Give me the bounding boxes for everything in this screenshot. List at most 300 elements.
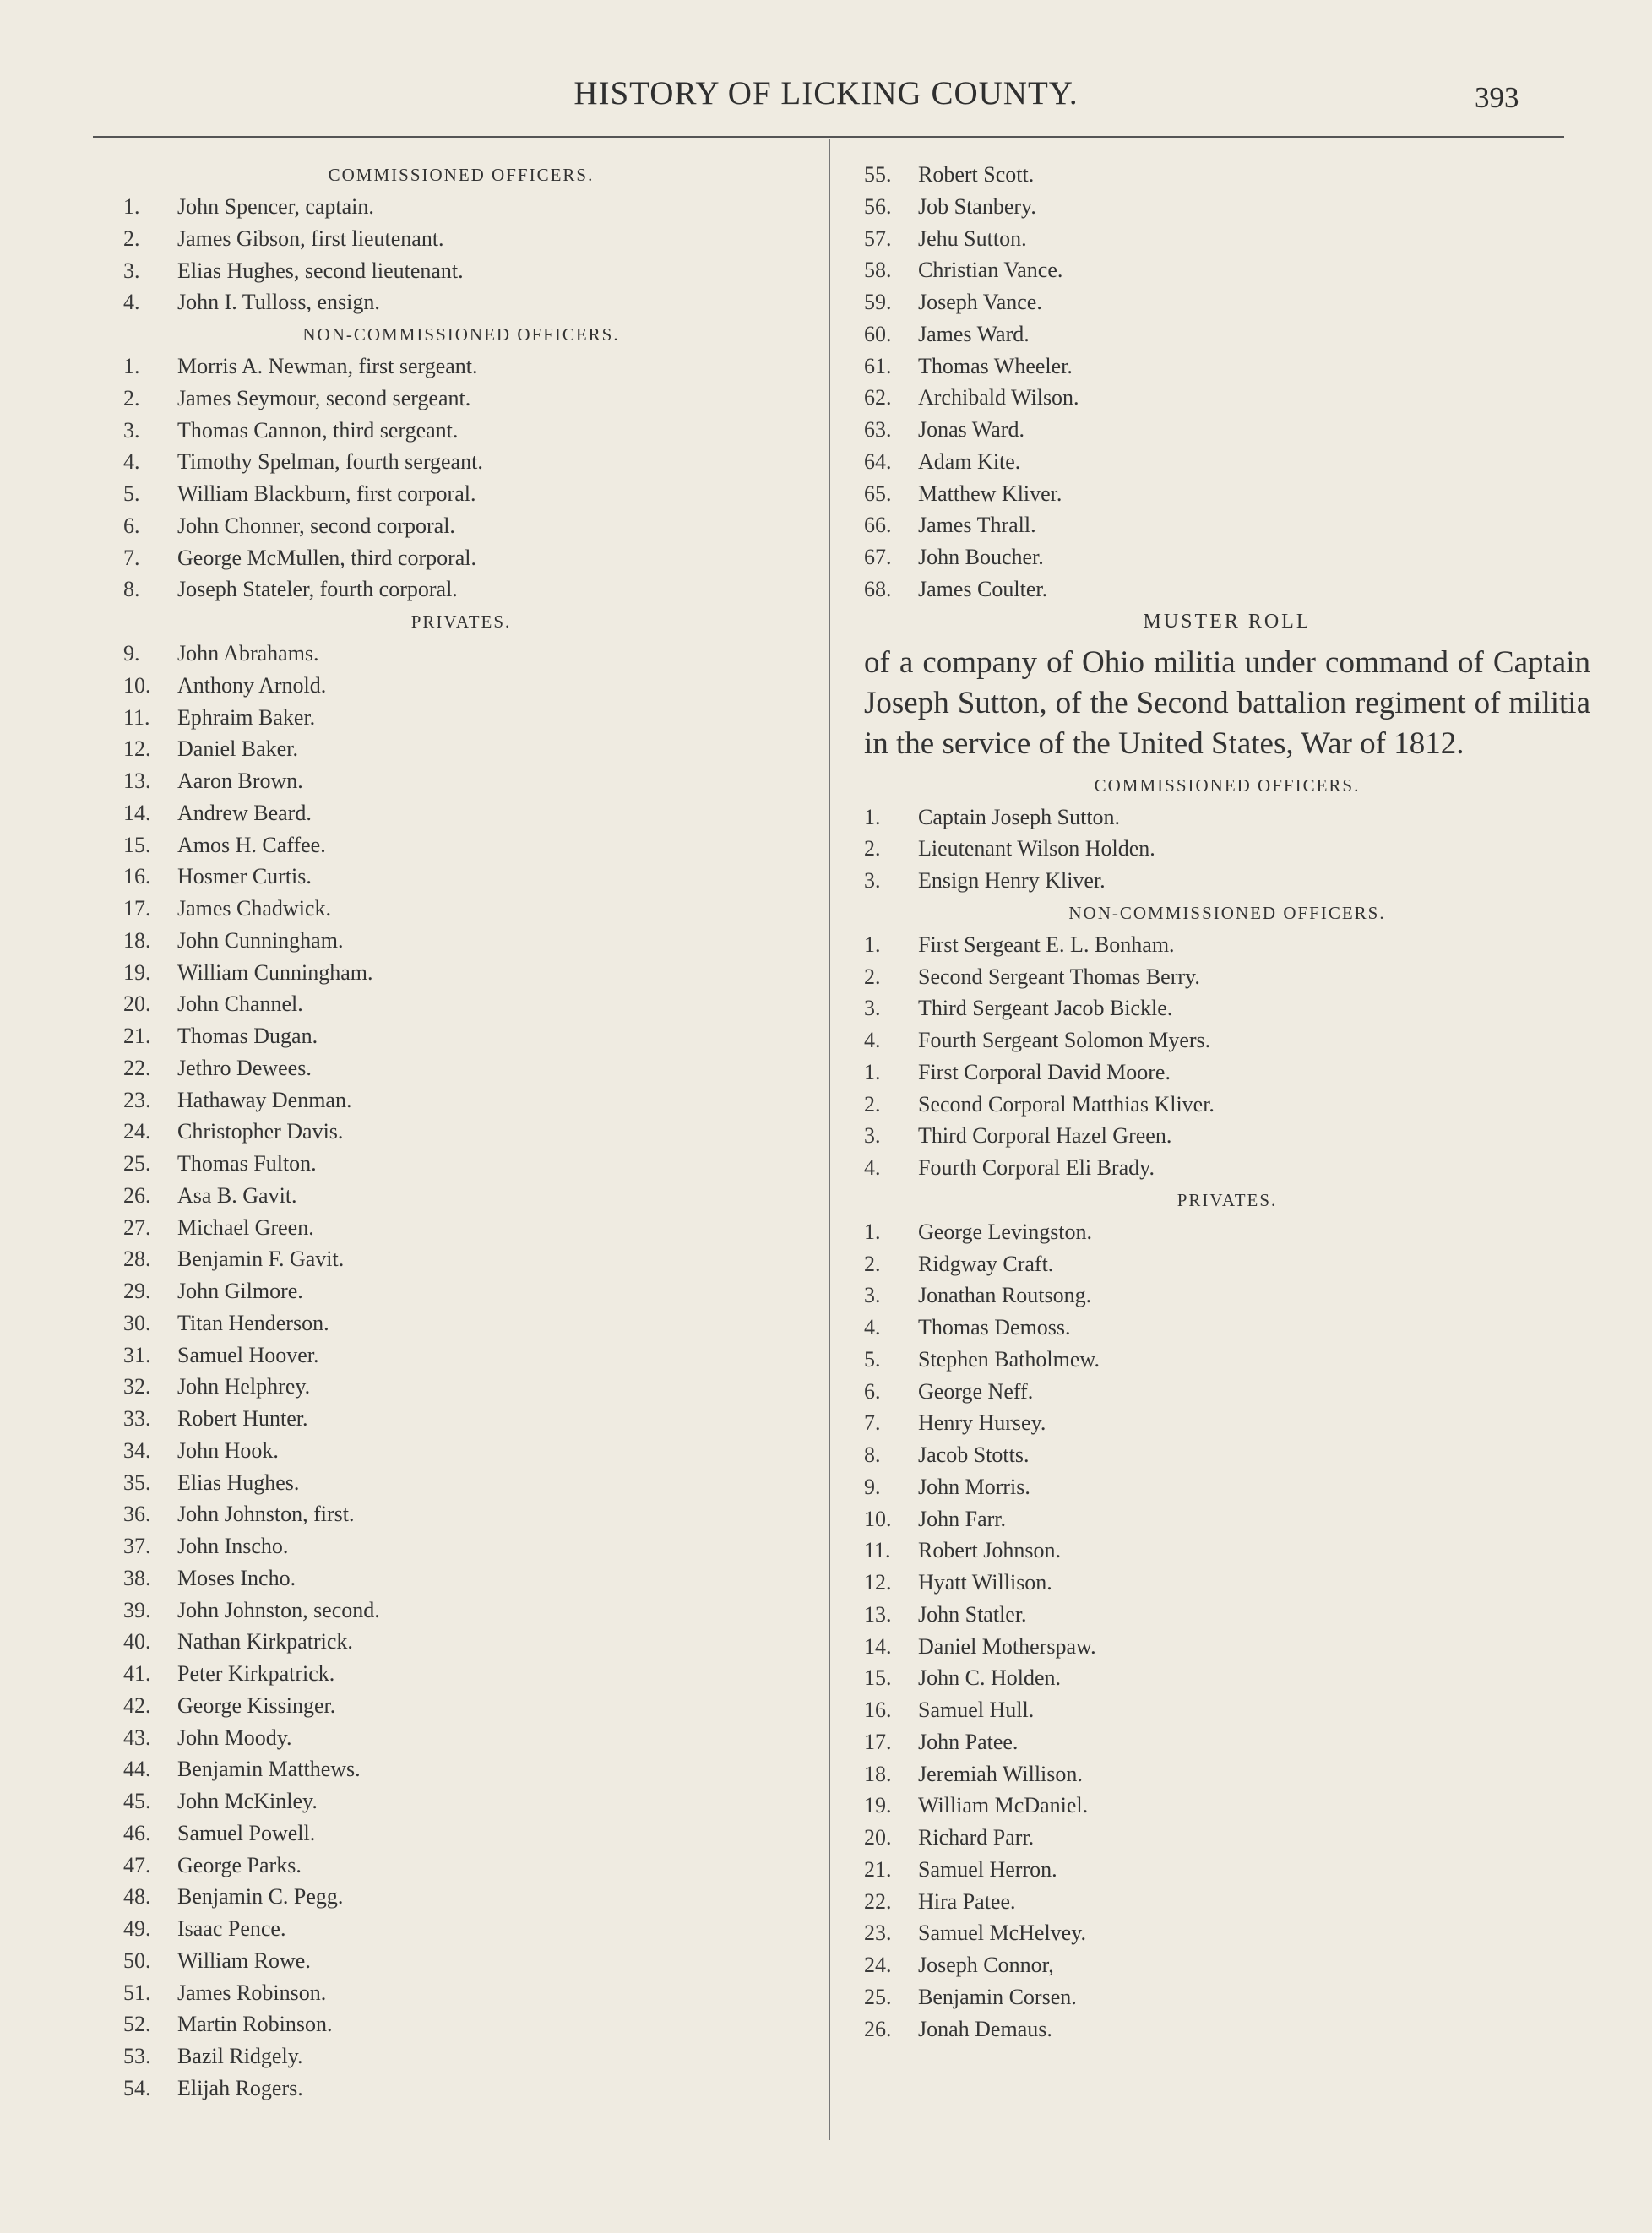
entry-name: William Blackburn, first corporal. [177, 481, 476, 506]
roster-entry [123, 1180, 799, 1212]
roster-entry [864, 1279, 1590, 1312]
roster-entry [864, 833, 1590, 865]
entry-number: 60. [864, 321, 892, 346]
entry-number: 65. [864, 481, 892, 506]
entry-number: 3. [864, 1123, 881, 1149]
entry-number: 38. [123, 1565, 151, 1590]
entry-name: George McMullen, third corporal. [177, 545, 477, 570]
roster-entry [123, 1435, 799, 1467]
roster-entry [864, 801, 1590, 834]
entry-number: 19. [123, 959, 151, 985]
entry-number: 19. [864, 1793, 892, 1818]
roster-entry [123, 350, 799, 383]
roster-entry [123, 1753, 799, 1785]
entry-name: Robert Johnson. [918, 1538, 1061, 1563]
entry-number: 15. [864, 1665, 892, 1691]
entry-name: John Channel. [177, 992, 303, 1017]
entry-name: Second Sergeant Thomas Berry. [918, 964, 1200, 989]
entry-name: James Chadwick. [177, 896, 331, 921]
entry-name: John Hook. [177, 1437, 279, 1463]
roster-entry [864, 1599, 1590, 1631]
entry-number: 30. [123, 1310, 151, 1335]
roster-entry [864, 1248, 1590, 1280]
entry-number: 42. [123, 1692, 151, 1718]
entry-number: 1. [864, 804, 881, 829]
entry-number: 55. [864, 162, 892, 187]
roster-entry [864, 318, 1590, 350]
entry-number: 50. [123, 1948, 151, 1973]
roster-entry [123, 702, 799, 734]
entry-name: John Boucher. [918, 545, 1044, 569]
entry-name: John Cunningham. [177, 927, 344, 953]
entry-number: 22. [864, 1888, 892, 1914]
entry-name: Thomas Dugan. [177, 1024, 318, 1048]
entry-number: 10. [123, 672, 151, 698]
entry-number: 9. [123, 641, 140, 666]
entry-number: 1. [123, 354, 140, 378]
roster-list [864, 1216, 1590, 2046]
entry-name: First Corporal David Moore. [918, 1059, 1171, 1084]
entry-name: Robert Scott. [918, 162, 1035, 187]
roster-entry [864, 1024, 1590, 1057]
entry-number: 40. [123, 1629, 151, 1654]
entry-name: James Thrall. [918, 513, 1036, 538]
entry-name: First Sergeant E. L. Bonham. [918, 932, 1175, 957]
entry-number: 5. [123, 481, 140, 506]
roster-entry [123, 1467, 799, 1499]
right-column [864, 159, 1590, 2045]
roster-entry [864, 992, 1590, 1024]
entry-number: 11. [864, 1538, 891, 1563]
roster-entry [123, 510, 799, 542]
entry-number: 21. [864, 1856, 892, 1882]
entry-name: James Coulter. [918, 576, 1048, 601]
entry-number: 48. [123, 1884, 151, 1910]
entry-name: Hyatt Willison. [918, 1570, 1052, 1595]
entry-number: 56. [864, 193, 892, 219]
roster-entry [864, 1503, 1590, 1535]
roster-entry [864, 1344, 1590, 1376]
entry-number: 26. [123, 1182, 151, 1208]
entry-name: George Levingston. [918, 1219, 1093, 1244]
entry-number: 58. [864, 258, 892, 283]
entry-name: Henry Hursey. [918, 1410, 1046, 1436]
roster-entry [123, 446, 799, 478]
entry-name: Jehu Sutton. [918, 225, 1027, 251]
roster-entry [864, 254, 1590, 286]
page-header-title: HISTORY OF LICKING COUNTY. [573, 75, 1079, 111]
roster-entry [123, 2073, 799, 2105]
entry-number: 45. [123, 1789, 151, 1813]
entry-number: 51. [123, 1980, 151, 2005]
roster-entry [864, 478, 1590, 510]
entry-number: 59. [864, 290, 892, 314]
page-number: 393 [1475, 81, 1519, 114]
entry-name: Samuel Herron. [918, 1856, 1057, 1882]
roster-entry [864, 509, 1590, 541]
roster-entry [864, 1535, 1590, 1567]
roster-entry [864, 1790, 1590, 1822]
section-heading: COMMISSIONED OFFICERS. [328, 165, 595, 185]
entry-name: Benjamin Corsen. [918, 1984, 1077, 2009]
entry-number: 4. [123, 290, 140, 315]
entry-number: 23. [123, 1087, 151, 1112]
entry-number: 20. [864, 1825, 892, 1850]
entry-name: Third Sergeant Jacob Bickle. [918, 996, 1173, 1021]
entry-name: Peter Kirkpatrick. [177, 1661, 335, 1686]
entry-number: 11. [123, 704, 150, 730]
roster-entry [123, 1881, 799, 1913]
roster-entry [864, 1726, 1590, 1758]
entry-name: Hosmer Curtis. [177, 864, 312, 889]
roster-entry [123, 1626, 799, 1658]
roster-entry [864, 1981, 1590, 2013]
roster-entry [123, 1658, 799, 1690]
entry-number: 17. [864, 1729, 892, 1754]
entry-number: 15. [123, 832, 151, 857]
roster-entry [864, 1662, 1590, 1694]
roster-entry [864, 1854, 1590, 1886]
entry-name: Martin Robinson. [177, 2012, 333, 2037]
entry-name: Christian Vance. [918, 258, 1063, 283]
roster-entry [123, 1977, 799, 2009]
entry-name: Titan Henderson. [177, 1310, 329, 1335]
entry-number: 10. [864, 1506, 892, 1531]
roster-entry [123, 1913, 799, 1945]
roster-entry [123, 415, 799, 447]
entry-name: George Parks. [177, 1852, 302, 1877]
entry-name: Hira Patee. [918, 1888, 1016, 1914]
entry-number: 41. [123, 1661, 151, 1686]
roster-entry [123, 1275, 799, 1307]
entry-number: 36. [123, 1502, 151, 1527]
entry-name: Daniel Baker. [177, 736, 298, 762]
roster-entry [864, 1631, 1590, 1663]
entry-name: Job Stanbery. [918, 193, 1036, 219]
entry-name: Archibald Wilson. [918, 385, 1079, 410]
section-heading: NON-COMMISSIONED OFFICERS. [1068, 902, 1386, 923]
entry-name: William Cunningham. [177, 959, 373, 985]
roster-entry [123, 925, 799, 957]
roster-entry [123, 1498, 799, 1530]
entry-number: 29. [123, 1279, 151, 1303]
section-heading: PRIVATES. [1177, 1189, 1278, 1210]
roster-entry [123, 1307, 799, 1339]
entry-name: Jonathan Routsong. [918, 1283, 1092, 1308]
roster-entry [123, 829, 799, 861]
entry-name: Michael Green. [177, 1214, 314, 1240]
entry-name: Samuel Hull. [918, 1698, 1035, 1722]
entry-name: Christopher Davis. [177, 1119, 344, 1144]
entry-number: 1. [864, 932, 881, 957]
entry-name: Aaron Brown. [177, 769, 303, 793]
entry-name: Joseph Stateler, fourth corporal. [177, 577, 458, 602]
roster-entry [864, 1089, 1590, 1121]
roster-entry [123, 988, 799, 1020]
entry-name: Joseph Connor, [918, 1953, 1054, 1977]
entry-name: Elijah Rogers. [177, 2075, 303, 2100]
roster-entry [123, 1403, 799, 1435]
roster-entry [123, 1371, 799, 1403]
roster-entry [123, 1817, 799, 1850]
roster-entry [123, 573, 799, 606]
entry-name: Asa B. Gavit. [177, 1182, 297, 1208]
roster-entry [123, 1850, 799, 1882]
section-heading: NON-COMMISSIONED OFFICERS. [302, 324, 620, 345]
entry-name: Jonah Demaus. [918, 2016, 1052, 2041]
entry-name: John Chonner, second corporal. [177, 513, 455, 538]
roster-entry [123, 1084, 799, 1116]
entry-number: 12. [123, 736, 151, 762]
entry-name: James Ward. [918, 321, 1030, 346]
roster-entry [864, 223, 1590, 255]
roster-entry [123, 1530, 799, 1562]
entry-number: 3. [123, 417, 140, 443]
entry-number: 52. [123, 2012, 151, 2037]
roster-entry [864, 1917, 1590, 1949]
roster-list [864, 929, 1590, 1184]
entry-name: George Kissinger. [177, 1692, 336, 1718]
roster-entry [864, 929, 1590, 961]
entry-number: 24. [123, 1119, 151, 1144]
entry-number: 1. [864, 1059, 881, 1084]
entry-number: 2. [864, 1091, 881, 1116]
roster-entry [864, 2013, 1590, 2046]
entry-name: Benjamin F. Gavit. [177, 1247, 345, 1272]
entry-number: 6. [864, 1378, 881, 1404]
entry-name: Benjamin Matthews. [177, 1757, 361, 1782]
roster-entry [864, 1886, 1590, 1918]
roster-entry [123, 797, 799, 829]
entry-number: 66. [864, 513, 892, 538]
entry-name: Adam Kite. [918, 448, 1021, 474]
entry-name: John Moody. [177, 1725, 292, 1750]
entry-name: Third Corporal Hazel Green. [918, 1123, 1172, 1149]
roster-entry [864, 1949, 1590, 1981]
roster-entry [864, 541, 1590, 573]
entry-number: 53. [123, 2044, 151, 2068]
entry-name: Jethro Dewees. [177, 1055, 312, 1080]
entry-number: 22. [123, 1055, 151, 1080]
roster-list [864, 801, 1590, 897]
entry-name: Thomas Fulton. [177, 1151, 317, 1176]
roster-entry [123, 1339, 799, 1372]
entry-name: Thomas Wheeler. [918, 353, 1073, 378]
entry-number: 21. [123, 1024, 151, 1048]
entry-name: John Statler. [918, 1601, 1027, 1627]
roster-list [123, 191, 799, 318]
roster-entry [123, 670, 799, 702]
entry-number: 3. [864, 868, 881, 893]
roster-entry [123, 191, 799, 223]
entry-number: 20. [123, 992, 151, 1017]
entry-name: Isaac Pence. [177, 1916, 286, 1941]
entry-name: Thomas Cannon, third sergeant. [177, 417, 459, 443]
header-rule [93, 136, 1564, 138]
roster-entry [123, 2040, 799, 2073]
entry-name: Richard Parr. [918, 1825, 1035, 1850]
entry-number: 2. [864, 1251, 881, 1276]
entry-number: 2. [123, 385, 140, 410]
roster-entry [864, 1057, 1590, 1089]
entry-number: 63. [864, 417, 892, 442]
entry-name: Samuel Powell. [177, 1820, 316, 1845]
entry-name: James Seymour, second sergeant. [177, 385, 471, 410]
roster-entry [123, 1785, 799, 1817]
entry-name: Ephraim Baker. [177, 704, 316, 730]
entry-number: 64. [864, 448, 892, 474]
roster-entry [123, 1148, 799, 1180]
entry-number: 2. [864, 836, 881, 861]
roster-entry [864, 1216, 1590, 1248]
roster-list [123, 350, 799, 606]
entry-number: 25. [123, 1151, 151, 1176]
entry-name: John Farr. [918, 1506, 1006, 1531]
roster-entry [864, 1694, 1590, 1726]
roster-entry [123, 1052, 799, 1084]
entry-name: Robert Hunter. [177, 1406, 308, 1431]
entry-number: 4. [123, 449, 140, 475]
entry-number: 26. [864, 2016, 892, 2041]
entry-name: John Johnston, second. [177, 1597, 380, 1622]
entry-number: 33. [123, 1406, 151, 1431]
roster-entry [864, 961, 1590, 993]
entry-name: Jeremiah Willison. [918, 1761, 1083, 1786]
entry-number: 5. [864, 1346, 881, 1372]
roster-entry [123, 1212, 799, 1244]
entry-number: 3. [864, 1283, 881, 1308]
roster-entry [864, 286, 1590, 318]
entry-number: 35. [123, 1470, 151, 1495]
roster-entry [123, 1020, 799, 1052]
entry-name: Matthew Kliver. [918, 481, 1062, 506]
entry-name: Andrew Beard. [177, 800, 312, 825]
entry-number: 3. [864, 996, 881, 1021]
entry-name: Ridgway Craft. [918, 1251, 1054, 1276]
entry-number: 13. [864, 1601, 892, 1627]
entry-name: Fourth Sergeant Solomon Myers. [918, 1028, 1211, 1052]
roster-entry [123, 765, 799, 797]
entry-name: Bazil Ridgely. [177, 2044, 303, 2068]
entry-number: 7. [864, 1410, 881, 1436]
entry-name: Stephen Batholmew. [918, 1346, 1100, 1372]
entry-name: Moses Incho. [177, 1565, 296, 1590]
entry-name: Thomas Demoss. [918, 1315, 1071, 1339]
entry-name: Joseph Vance. [918, 290, 1042, 314]
entry-number: 67. [864, 545, 892, 569]
entry-name: John Spencer, captain. [177, 194, 374, 219]
entry-number: 24. [864, 1953, 892, 1977]
roster-entry [123, 478, 799, 510]
entry-name: James Gibson, first lieutenant. [177, 225, 444, 251]
entry-name: John I. Tulloss, ensign. [177, 290, 380, 315]
entry-number: 61. [864, 353, 892, 378]
roster-entry [123, 733, 799, 765]
entry-number: 47. [123, 1852, 151, 1877]
entry-number: 2. [123, 225, 140, 251]
entry-name: John McKinley. [177, 1789, 318, 1813]
roster-entry [864, 1567, 1590, 1599]
roster-entry [864, 446, 1590, 478]
column-divider [829, 139, 830, 2140]
entry-name: John Morris. [918, 1474, 1030, 1499]
roster-entry [123, 542, 799, 574]
entry-name: Nathan Kirkpatrick. [177, 1629, 353, 1654]
entry-number: 34. [123, 1437, 151, 1463]
entry-name: John Gilmore. [177, 1279, 303, 1303]
roster-entry [123, 223, 799, 255]
entry-number: 4. [864, 1028, 881, 1052]
roster-entry [123, 861, 799, 893]
muster-roll-title: MUSTER ROLL [1143, 610, 1312, 633]
entry-number: 39. [123, 1597, 151, 1622]
entry-name: Timothy Spelman, fourth sergeant. [177, 449, 483, 475]
roster-entry [864, 191, 1590, 223]
entry-number: 12. [864, 1570, 892, 1595]
entry-name: Ensign Henry Kliver. [918, 868, 1106, 893]
entry-number: 18. [864, 1761, 892, 1786]
entry-number: 8. [864, 1442, 881, 1467]
entry-number: 43. [123, 1725, 151, 1750]
entry-name: Daniel Motherspaw. [918, 1633, 1096, 1659]
roster-entry [123, 638, 799, 670]
entry-number: 25. [864, 1984, 892, 2009]
roster-entry [123, 1595, 799, 1627]
roster-entry [123, 255, 799, 287]
entry-number: 1. [864, 1219, 881, 1244]
entry-number: 18. [123, 927, 151, 953]
roster-entry [864, 414, 1590, 446]
entry-name: Amos H. Caffee. [177, 832, 326, 857]
roster-entry [123, 2008, 799, 2040]
entry-number: 16. [123, 864, 151, 889]
roster-entry [123, 1945, 799, 1977]
roster-entry [864, 1439, 1590, 1471]
entry-number: 28. [123, 1247, 151, 1272]
roster-entry [123, 1243, 799, 1275]
section-heading: COMMISSIONED OFFICERS. [1094, 774, 1361, 796]
entry-number: 37. [123, 1534, 151, 1558]
roster-entry [123, 1116, 799, 1148]
entry-name: Captain Joseph Sutton. [918, 804, 1121, 829]
entry-number: 23. [864, 1921, 892, 1946]
entry-name: Benjamin C. Pegg. [177, 1884, 344, 1910]
entry-name: Second Corporal Matthias Kliver. [918, 1091, 1215, 1116]
section-heading: PRIVATES. [410, 611, 512, 632]
roster-entry [864, 573, 1590, 606]
roster-entry [864, 1376, 1590, 1408]
entry-number: 9. [864, 1474, 881, 1499]
entry-name: George Neff. [918, 1378, 1034, 1404]
entry-number: 44. [123, 1757, 151, 1782]
entry-number: 31. [123, 1342, 151, 1367]
roster-list [864, 159, 1590, 606]
roster-entry [123, 1562, 799, 1595]
entry-name: Samuel Hoover. [177, 1342, 319, 1367]
roster-list [123, 638, 799, 2105]
roster-entry [123, 1722, 799, 1754]
entry-number: 54. [123, 2075, 151, 2100]
left-column [123, 159, 799, 2105]
entry-number: 6. [123, 513, 140, 538]
entry-name: Anthony Arnold. [177, 672, 327, 698]
entry-name: John Abrahams. [177, 641, 319, 666]
entry-number: 27. [123, 1214, 151, 1240]
entry-number: 46. [123, 1820, 151, 1845]
entry-name: Fourth Corporal Eli Brady. [918, 1155, 1155, 1180]
entry-name: John Johnston, first. [177, 1502, 355, 1527]
entry-number: 32. [123, 1374, 151, 1399]
